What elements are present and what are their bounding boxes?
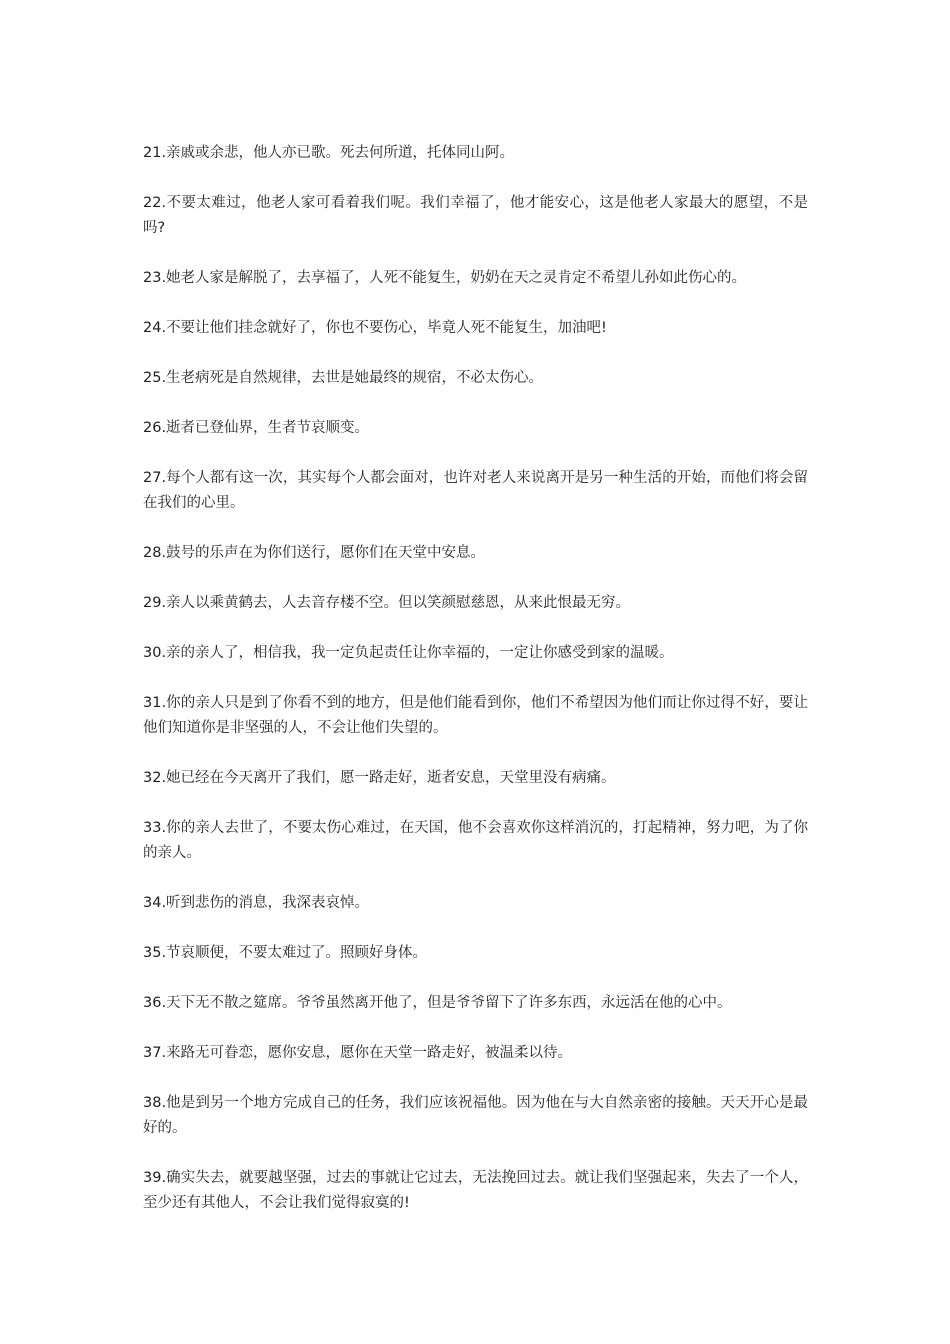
paragraph-27: 27.每个人都有这一次，其实每个人都会面对，也许对老人来说离开是另一种生活的开始，而他们将会留在我们的心里。: [143, 470, 808, 511]
paragraph-28: 28.鼓号的乐声在为你们送行，愿你们在天堂中安息。: [143, 545, 486, 561]
paragraph-24: 24.不要让他们挂念就好了，你也不要伤心，毕竟人死不能复生，加油吧!: [143, 320, 607, 336]
paragraph-21: 21.亲戚或余悲，他人亦已歌。死去何所道，托体同山阿。: [143, 145, 515, 161]
paragraph-34: 34.听到悲伤的消息，我深表哀悼。: [143, 895, 370, 911]
paragraph-35: 35.节哀顺便，不要太难过了。照顾好身体。: [143, 945, 428, 961]
paragraph-31: 31.你的亲人只是到了你看不到的地方，但是他们能看到你，他们不希望因为他们而让你过得不好，要让他们知道你是非坚强的人，不会让他们失望的。: [143, 695, 808, 736]
paragraph-36: 36.天下无不散之筵席。爷爷虽然离开他了，但是爷爷留下了许多东西，永远活在他的心中。: [143, 995, 732, 1011]
paragraph-29: 29.亲人以乘黄鹤去，人去音存楼不空。但以笑颜慰慈恩，从来此恨最无穷。: [143, 595, 631, 611]
paragraph-38: 38.他是到另一个地方完成自己的任务，我们应该祝福他。因为他在与大自然亲密的接触。天天开心是最好的。: [143, 1095, 808, 1136]
paragraph-33: 33.你的亲人去世了，不要太伤心难过，在天国，他不会喜欢你这样消沉的，打起精神，努力吧，为了你的亲人。: [143, 820, 808, 861]
paragraph-23: 23.她老人家是解脱了，去享福了，人死不能复生，奶奶在天之灵肯定不希望儿孙如此伤心的。: [143, 270, 747, 286]
paragraph-25: 25.生老病死是自然规律，去世是她最终的规宿，不必太伤心。: [143, 370, 544, 386]
paragraph-39: 39.确实失去，就要越坚强，过去的事就让它过去，无法挽回过去。就让我们坚强起来，失去了一个人，至少还有其他人，不会让我们觉得寂寞的!: [143, 1170, 808, 1211]
document-body: [143, 141, 808, 1241]
paragraph-26: 26.逝者已登仙界，生者节哀顺变。: [143, 420, 370, 436]
paragraph-22: 22.不要太难过，他老人家可看着我们呢。我们幸福了，他才能安心，这是他老人家最大的愿望，不是吗?: [143, 195, 808, 236]
paragraph-30: 30.亲的亲人了，相信我，我一定负起责任让你幸福的，一定让你感受到家的温暖。: [143, 645, 674, 661]
paragraph-32: 32.她已经在今天离开了我们，愿一路走好，逝者安息，天堂里没有病痛。: [143, 770, 616, 786]
paragraph-37: 37.来路无可眷恋，愿你安息，愿你在天堂一路走好，被温柔以待。: [143, 1045, 573, 1061]
